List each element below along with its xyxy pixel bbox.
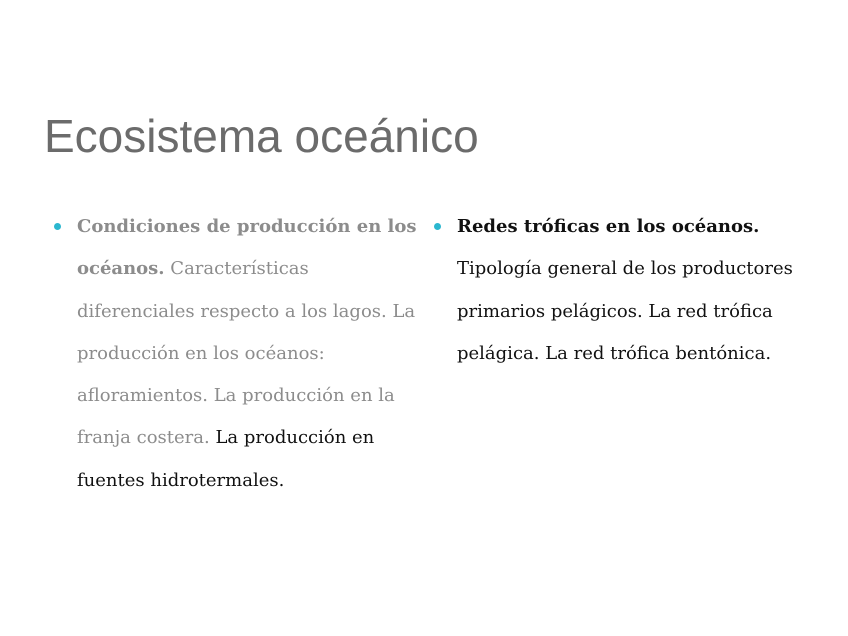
bullet-icon	[434, 223, 441, 230]
right-segment-body: Tipología general de los productores primarios pelágicos. La red trófica pelágica. La red trófica bentónica.	[457, 258, 793, 364]
bullet-icon	[54, 223, 61, 230]
slide-title: Ecosistema oceánico	[44, 110, 479, 162]
left-bullet-list	[52, 206, 432, 502]
right-bullet-item	[432, 206, 832, 375]
left-bullet-item	[52, 206, 432, 502]
right-segment-heading: Redes tróficas en los océanos.	[457, 216, 760, 237]
right-bullet-list	[432, 206, 832, 375]
left-segment-body: Características diferenciales respecto a los lagos. La producción en los océanos: afloramientos. La producción en la franja costera.	[77, 258, 416, 449]
left-segment-heading: Condiciones de producción en los océanos.	[77, 216, 417, 280]
left-segment-highlight: La producción en fuentes hidrotermales.	[77, 427, 375, 491]
